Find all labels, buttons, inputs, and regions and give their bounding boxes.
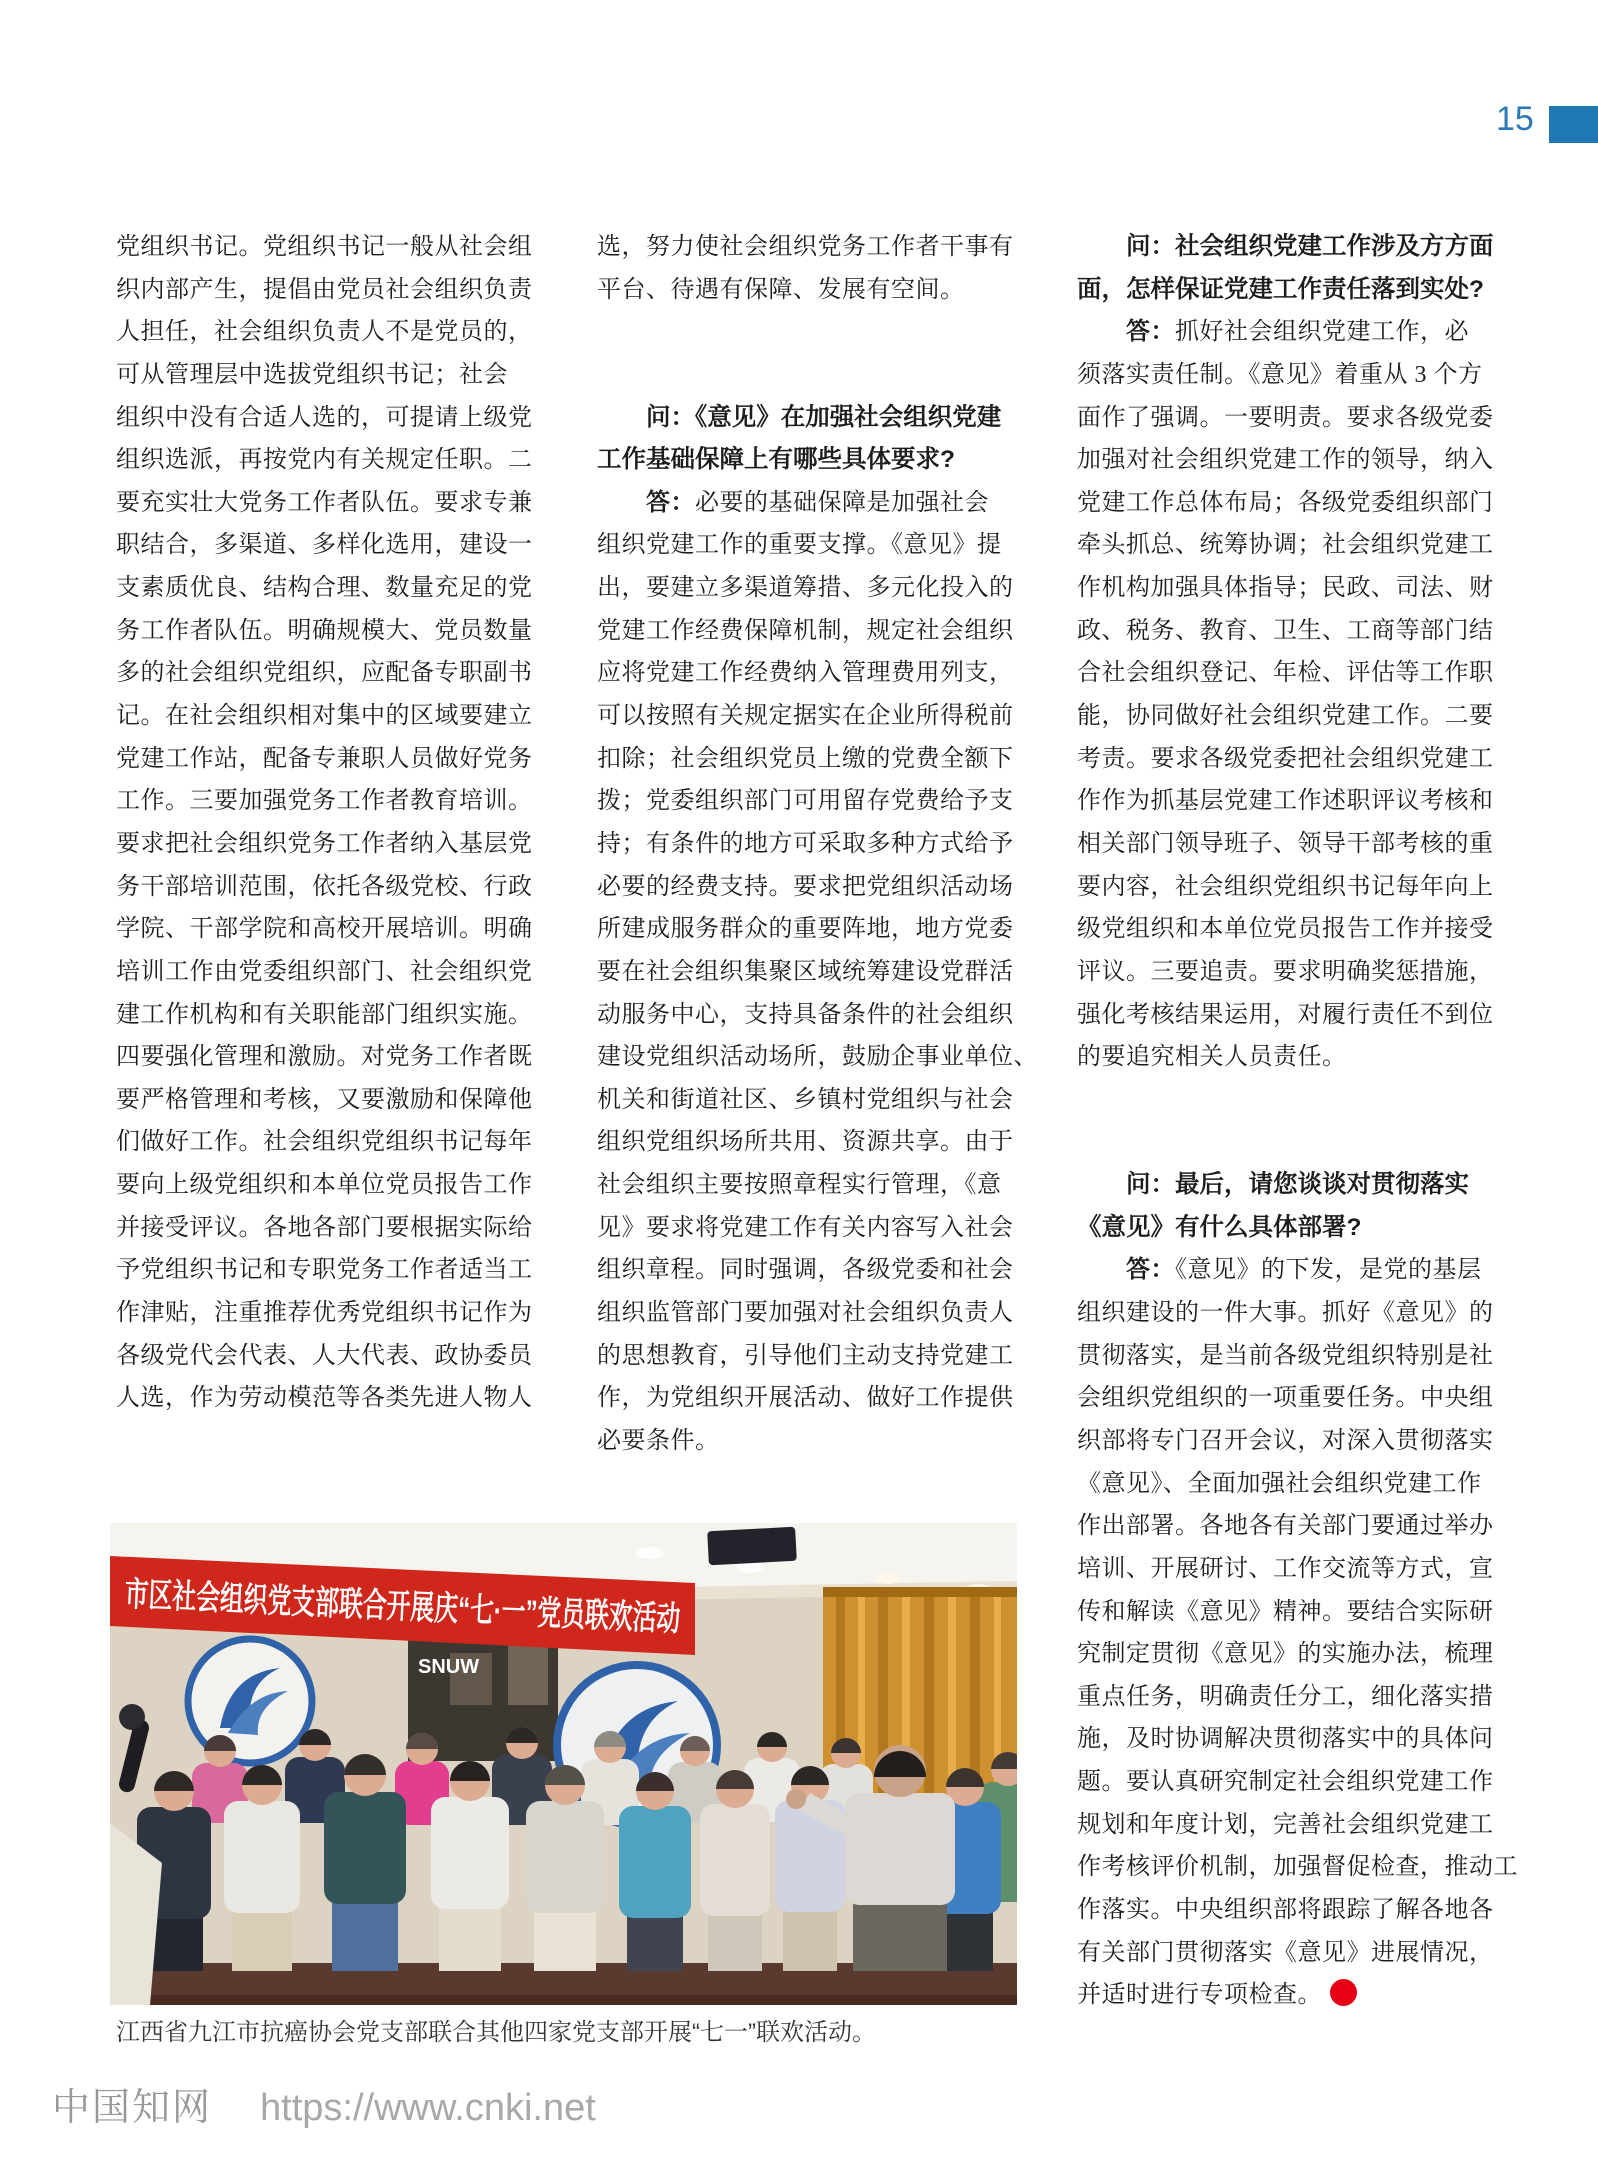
line-text: 的要追究相关人员责任。 [1077, 1044, 1347, 1071]
body-line [1077, 951, 1523, 994]
body-line [597, 738, 1043, 781]
body-line [116, 567, 562, 610]
body-line [1077, 866, 1523, 909]
line-text: 问：社会组织党建工作涉及方方面 [1126, 233, 1494, 260]
line-text: 拨；党委组织部门可用留存党费给予支 [597, 788, 1014, 815]
body-line [597, 994, 1043, 1037]
body-line [1077, 1804, 1523, 1847]
line-text: 要在社会组织集聚区域统筹建设党群活 [597, 958, 1014, 985]
line-text: 面作了强调。一要明责。要求各级党委 [1077, 404, 1494, 431]
line-text: 必要的经费支持。要求把党组织活动场 [597, 873, 1014, 900]
line-text: 相关部门领导班子、领导干部考核的重 [1077, 830, 1494, 857]
page-number: 15 [1496, 100, 1534, 138]
line-text: 级党组织和本单位党员报告工作并接受 [1077, 916, 1494, 943]
body-line [1077, 482, 1523, 525]
body-line [597, 780, 1043, 823]
line-text: 支素质优良、结构合理、数量充足的党 [116, 575, 533, 602]
body-line [597, 1121, 1043, 1164]
body-line [597, 951, 1043, 994]
body-line [1077, 1676, 1523, 1719]
body-line [116, 1036, 562, 1079]
body-line [597, 823, 1043, 866]
body-line [1077, 823, 1523, 866]
question-line [1077, 269, 1523, 312]
line-text: 作津贴，注重推荐优秀党组织书记作为 [116, 1300, 533, 1327]
body-line [1077, 567, 1523, 610]
line-text: 作，为党组织开展活动、做好工作提供 [597, 1385, 1014, 1412]
ceiling-projector [707, 1527, 797, 1566]
line-text: 扣除；社会组织党员上缴的党费全额下 [597, 745, 1014, 772]
line-text: 要向上级党组织和本单位党员报告工作 [116, 1172, 533, 1199]
line-text: 织内部产生，提倡由党员社会组织负责 [116, 276, 533, 303]
body-line [1077, 1548, 1523, 1591]
question-line [1077, 1164, 1523, 1207]
line-text: 应将党建工作经费纳入管理费用列支， [597, 660, 1014, 687]
body-line [1077, 1463, 1523, 1506]
body-line [597, 652, 1043, 695]
line-text: 评议。三要追责。要求明确奖惩措施， [1077, 958, 1494, 985]
body-line [116, 226, 562, 269]
body-line [1077, 1420, 1523, 1463]
body-line [1077, 1889, 1523, 1932]
body-line [597, 1249, 1043, 1292]
line-text: 所建成服务群众的重要阵地，地方党委 [597, 916, 1014, 943]
line-text: 工作基础保障上有哪些具体要求? [597, 446, 955, 474]
body-line [116, 908, 562, 951]
body-line [116, 1292, 562, 1335]
line-text: 建设党组织活动场所，鼓励企事业单位、 [597, 1044, 1038, 1071]
line-text: 见》要求将党建工作有关内容写入社会 [597, 1214, 1014, 1241]
body-line [597, 269, 1043, 312]
text-column-1 [116, 226, 562, 1420]
page-number-bar [1549, 106, 1598, 143]
body-line [116, 780, 562, 823]
line-text: 究制定贯彻《意见》的实施办法，梳理 [1077, 1641, 1494, 1668]
line-text: 工作。三要加强党务工作者教育培训。 [116, 788, 533, 815]
line-text: 并适时进行专项检查。 [1077, 1982, 1322, 2009]
screen-label: SNUW [418, 1656, 480, 1678]
line-text: 各级党代会代表、人大代表、政协委员 [116, 1342, 533, 1369]
line-text: 务工作者队伍。明确规模大、党员数量 [116, 617, 533, 644]
body-line [1077, 1633, 1523, 1676]
body-line [597, 1207, 1043, 1250]
body-line [116, 652, 562, 695]
body-line [116, 738, 562, 781]
line-text: 记。在社会组织相对集中的区域要建立 [116, 703, 533, 730]
body-line [116, 1335, 562, 1378]
body-line [116, 1164, 562, 1207]
line-text: 能，协同做好社会组织党建工作。二要 [1077, 703, 1494, 730]
line-text: 选，努力使社会组织党务工作者干事有 [597, 234, 1014, 260]
line-text: 党建工作站，配备专兼职人员做好党务 [116, 745, 533, 772]
line-text: 务干部培训范围，依托各级党校、行政 [116, 873, 533, 900]
answer-lead: 答： [646, 488, 695, 516]
body-line [1077, 1591, 1523, 1634]
cnki-logo-text: 中国知网 [52, 2087, 213, 2129]
line-text: 问：《意见》在加强社会组织党建 [646, 403, 1002, 431]
body-line [1077, 1249, 1523, 1292]
line-text: 可从管理层中选拔党组织书记；社会 [116, 361, 508, 388]
line-text: 组织党组织场所共用、资源共享。由于 [597, 1129, 1014, 1156]
line-text: 作考核评价机制，加强督促检查，推动工 [1077, 1854, 1518, 1881]
line-text: 组织选派，再按党内有关规定任职。二 [116, 447, 533, 474]
body-line [1077, 354, 1523, 397]
body-line [116, 823, 562, 866]
line-text: 贯彻落实，是当前各级党组织特别是社 [1077, 1342, 1494, 1369]
line-text: 作出部署。各地各有关部门要通过举办 [1077, 1513, 1494, 1540]
line-text: 动服务中心，支持具备条件的社会组织 [597, 1001, 1014, 1028]
line-spacer [1077, 1121, 1523, 1164]
line-text: 学院、干部学院和高校开展培训。明确 [116, 916, 533, 943]
line-text: 要充实壮大党务工作者队伍。要求专兼 [116, 489, 533, 516]
body-line [1077, 439, 1523, 482]
line-text: 平台、待遇有保障、发展有空间。 [597, 276, 965, 303]
body-line [1077, 397, 1523, 440]
body-line [597, 908, 1043, 951]
line-text: 组织党建工作的重要支撑。《意见》提 [597, 532, 1002, 559]
line-text: 建工作机构和有关职能部门组织实施。 [116, 1001, 533, 1028]
body-line [1077, 908, 1523, 951]
body-line [116, 994, 562, 1037]
body-line [116, 1249, 562, 1292]
line-text: 机关和街道社区、乡镇村党组织与社会 [597, 1086, 1014, 1113]
body-line [116, 482, 562, 525]
line-text: 加强对社会组织党建工作的领导，纳入 [1077, 447, 1494, 474]
question-line [1077, 1207, 1523, 1250]
line-text: 社会组织主要按照章程实行管理，《意 [597, 1172, 1002, 1199]
body-line [1077, 1932, 1523, 1975]
banner-text: 市区社会组织党支部联合开展庆“七·一”党员联欢活动 [123, 1575, 919, 1650]
body-line [1077, 695, 1523, 738]
line-text: 要内容，社会组织党组织书记每年向上 [1077, 873, 1494, 900]
line-text: 持；有条件的地方可采取多种方式给予 [597, 830, 1014, 857]
body-line [116, 354, 562, 397]
body-line [1077, 780, 1523, 823]
line-text: 作机构加强具体指导；民政、司法、财 [1077, 575, 1494, 602]
body-line [1077, 1718, 1523, 1761]
body-line [116, 397, 562, 440]
line-text: 面，怎样保证党建工作责任落到实处? [1077, 275, 1484, 303]
body-line [597, 610, 1043, 653]
line-text: 予党组织书记和专职党务工作者适当工 [116, 1257, 533, 1284]
body-line [597, 1420, 1043, 1463]
line-text: 须落实责任制。《意见》着重从 3 个方 [1077, 361, 1483, 388]
body-line [597, 482, 1043, 525]
line-text: 的思想教育，引导他们主动支持党建工 [597, 1342, 1014, 1369]
line-text: 题。要认真研究制定社会组织党建工作 [1077, 1769, 1494, 1796]
body-line [1077, 1292, 1523, 1335]
body-line [1077, 994, 1523, 1037]
line-text: 多的社会组织党组织，应配备专职副书 [116, 660, 533, 687]
event-photo [110, 1523, 1017, 2005]
body-line [1077, 610, 1523, 653]
article-end-mark [1330, 1979, 1357, 2006]
line-text: 组织中没有合适人选的，可提请上级党 [116, 404, 533, 431]
line-text: 抓好社会组织党建工作，必 [1175, 319, 1469, 346]
body-line [1077, 1846, 1523, 1889]
line-text: 党建工作总体布局；各级党委组织部门 [1077, 489, 1494, 516]
line-text: 强化考核结果运用，对履行责任不到位 [1077, 1001, 1494, 1028]
line-text: 作作为抓基层党建工作述职评议考核和 [1077, 788, 1494, 815]
body-line [597, 1036, 1043, 1079]
body-line [1077, 1505, 1523, 1548]
line-text: 要严格管理和考核，又要激励和保障他 [116, 1086, 533, 1113]
line-text: 组织建设的一件大事。抓好《意见》的 [1077, 1300, 1494, 1327]
body-line [1077, 1377, 1523, 1420]
line-text: 党组织书记。党组织书记一般从社会组 [116, 234, 533, 260]
line-text: 要求把社会组织党务工作者纳入基层党 [116, 830, 533, 857]
line-text: 们做好工作。社会组织党组织书记每年 [116, 1129, 533, 1156]
line-text: 培训、开展研讨、工作交流等方式，宣 [1077, 1555, 1494, 1582]
line-text: 出，要建立多渠道筹措、多元化投入的 [597, 575, 1014, 602]
body-line [116, 695, 562, 738]
text-column-3 [1077, 226, 1523, 2017]
answer-lead: 答： [1126, 318, 1175, 346]
line-text: 可以按照有关规定据实在企业所得税前 [597, 703, 1014, 730]
text-column-2 [597, 226, 1043, 1463]
cnki-url: https://www.cnki.net [260, 2087, 596, 2129]
body-line [116, 866, 562, 909]
question-line [597, 439, 1043, 482]
line-text: 合社会组织登记、年检、评估等工作职 [1077, 660, 1494, 687]
line-text: 《意见》有什么具体部署? [1077, 1213, 1362, 1241]
cnki-watermark [52, 2076, 596, 2131]
body-line [597, 524, 1043, 567]
body-line [116, 524, 562, 567]
line-text: 政、税务、教育、卫生、工商等部门结 [1077, 617, 1494, 644]
line-text: 会组织党组织的一项重要任务。中央组 [1077, 1385, 1494, 1412]
line-text: 传和解读《意见》精神。要结合实际研 [1077, 1598, 1494, 1625]
line-text: 牵头抓总、统筹协调；社会组织党建工 [1077, 532, 1494, 559]
line-text: 作落实。中央组织部将跟踪了解各地各 [1077, 1896, 1494, 1923]
body-line [597, 1377, 1043, 1420]
body-line [1077, 738, 1523, 781]
line-text: 必要的基础保障是加强社会 [695, 489, 989, 516]
line-text: 四要强化管理和激励。对党务工作者既 [116, 1044, 533, 1071]
line-text: 规划和年度计划，完善社会组织党建工 [1077, 1811, 1494, 1838]
line-text: 考责。要求各级党委把社会组织党建工 [1077, 745, 1494, 772]
line-text: 重点任务，明确责任分工，细化落实措 [1077, 1683, 1494, 1710]
body-line [597, 695, 1043, 738]
line-text: 党建工作经费保障机制，规定社会组织 [597, 617, 1014, 644]
body-line [1077, 1974, 1523, 2017]
line-text: 组织章程。同时强调，各级党委和社会 [597, 1257, 1014, 1284]
body-line [597, 1292, 1043, 1335]
body-line [116, 439, 562, 482]
photo-caption: 江西省九江市抗癌协会党支部联合其他四家党支部开展“七一”联欢活动。 [116, 2019, 876, 2046]
line-spacer [597, 354, 1043, 397]
line-spacer [1077, 1079, 1523, 1122]
body-line [116, 1079, 562, 1122]
body-line [1077, 1335, 1523, 1378]
body-line [597, 226, 1043, 269]
body-line [1077, 524, 1523, 567]
line-text: 必要条件。 [597, 1427, 720, 1454]
body-line [597, 567, 1043, 610]
body-line [1077, 1036, 1523, 1079]
line-text: 《意见》、全面加强社会组织党建工作 [1077, 1470, 1482, 1497]
question-line [597, 397, 1043, 440]
body-line [116, 1207, 562, 1250]
line-text: 《意见》的下发，是党的基层 [1175, 1257, 1482, 1284]
line-text: 施，及时协调解决贯彻落实中的具体问 [1077, 1726, 1494, 1753]
line-text: 人选，作为劳动模范等各类先进人物人 [116, 1385, 533, 1412]
line-text: 职结合，多渠道、多样化选用，建设一 [116, 532, 533, 559]
body-line [116, 1377, 562, 1420]
line-text: 问：最后，请您谈谈对贯彻落实 [1126, 1171, 1469, 1199]
line-text: 组织监管部门要加强对社会组织负责人 [597, 1300, 1014, 1327]
body-line [1077, 652, 1523, 695]
line-spacer [597, 311, 1043, 354]
body-line [597, 866, 1043, 909]
body-line [1077, 311, 1523, 354]
line-text: 并接受评议。各地各部门要根据实际给 [116, 1214, 533, 1241]
body-line [116, 610, 562, 653]
line-text: 织部将专门召开会议，对深入贯彻落实 [1077, 1427, 1494, 1454]
body-line [116, 951, 562, 994]
line-text: 培训工作由党委组织部门、社会组织党 [116, 958, 533, 985]
line-text: 人担任，社会组织负责人不是党员的， [116, 319, 533, 346]
body-line [597, 1164, 1043, 1207]
body-line [597, 1335, 1043, 1378]
body-line [116, 1121, 562, 1164]
body-line [116, 311, 562, 354]
question-line [1077, 226, 1523, 269]
body-line [1077, 1761, 1523, 1804]
answer-lead: 答： [1126, 1256, 1175, 1284]
body-line [597, 1079, 1043, 1122]
line-text: 有关部门贯彻落实《意见》进展情况， [1077, 1939, 1494, 1966]
body-line [116, 269, 562, 312]
